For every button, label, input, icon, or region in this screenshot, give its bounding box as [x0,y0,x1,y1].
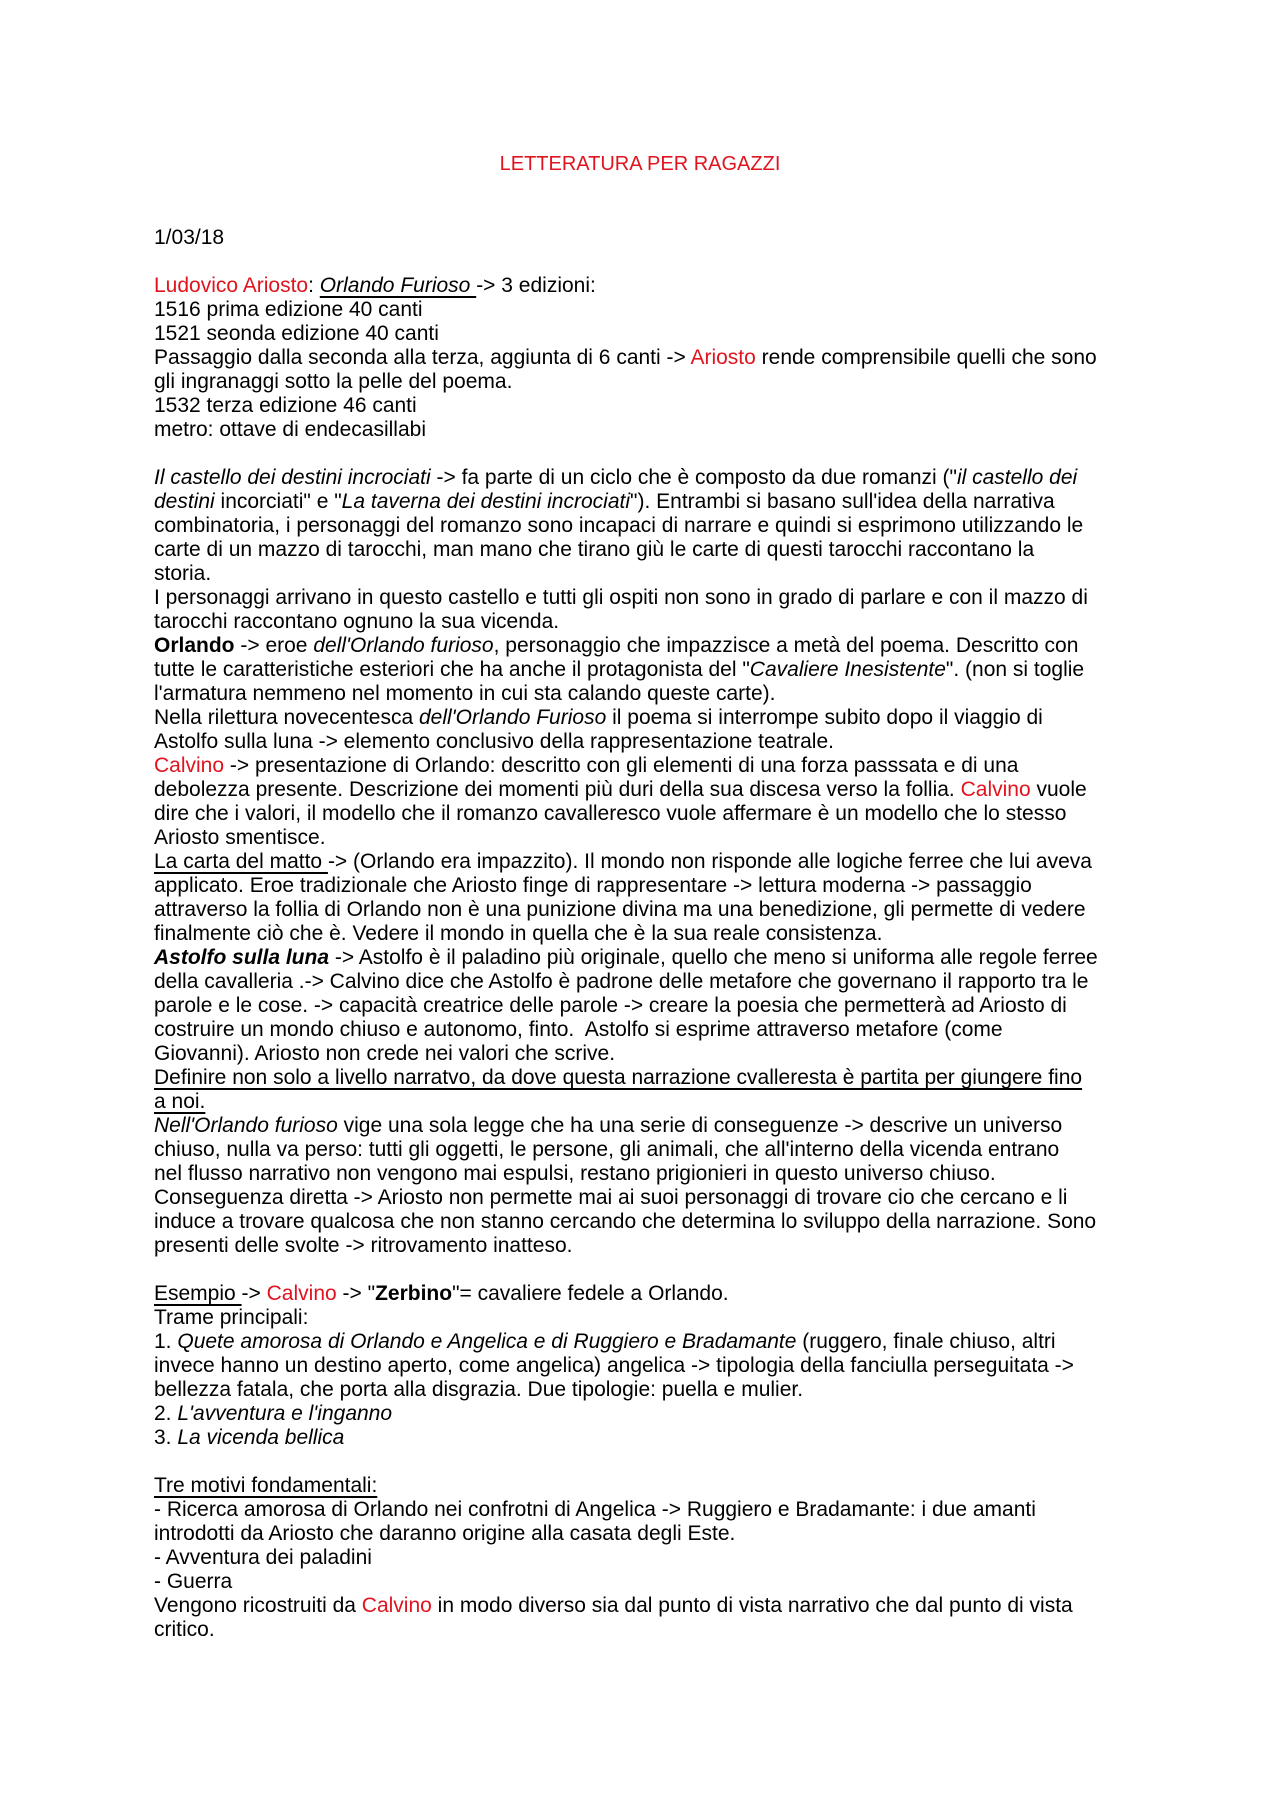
text-run: Trame principali: [154,1306,309,1329]
text-line [154,1114,1126,1138]
text-run: Vengono ricostruiti da [154,1594,362,1617]
paragraph-gap3 [154,1258,1126,1282]
text-run: (ruggero, finale chiuso, altri [796,1330,1056,1353]
text-run: destini [154,490,215,513]
text-run: storia. [154,562,212,585]
text-run: La vicenda bellica [177,1426,345,1449]
text-run: dire che i valori, il modello che il romanzo cavalleresco vuole affermare è un modello che lo stesso [154,802,1067,825]
text-line [154,1066,1126,1090]
text-line [154,1378,1126,1402]
highlighted-name: Calvino [154,754,225,777]
text-run: chiuso, nulla va perso: tutti gli oggetti, le persone, gli animali, che all'interno della vicenda entrano [154,1138,1060,1161]
highlighted-name: Ludovico Ariosto [154,274,309,297]
paragraph-gap1 [154,250,1126,274]
text-line [154,1474,1126,1498]
text-run: metro: ottave di endecasillabi [154,418,426,441]
text-run: -> Astolfo è il paladino più originale, quello che meno si uniforma alle regole ferree [329,946,1098,969]
text-run: vuole [1030,778,1087,801]
text-line [154,850,1126,874]
text-line [154,1234,1126,1258]
text-run: ". (non si toglie [945,658,1085,681]
text-line [154,226,1126,250]
text-line [154,802,1126,826]
text-run: Definire non solo a livello narratvo, da dove questa narrazione cvalleresta è partita per giungere fino [154,1066,1083,1089]
text-run: debolezza presente. Descrizione dei momenti più duri della sua discesa verso la follia. [154,778,961,801]
text-run: -> fa parte di un ciclo che è composto da due romanzi (" [430,466,957,489]
text-line [154,1522,1126,1546]
text-line [154,1546,1126,1570]
text-line [154,610,1126,634]
text-run: La carta del matto [154,850,328,873]
text-run: -> 3 edizioni: [476,274,596,297]
text-line [154,826,1126,850]
text-line [154,1354,1126,1378]
text-run: 1521 seonda edizione 40 canti [154,322,439,345]
text-line [154,1498,1126,1522]
text-run: induce a trovare qualcosa che non stanno cercando che determina lo sviluppo della narrazione. Sono [154,1210,1097,1233]
text-run: Astolfo sulla luna -> elemento conclusivo della rappresentazione teatrale. [154,730,834,753]
text-line [154,298,1126,322]
text-run: tutte le caratteristiche esteriori che ha anche il protagonista del " [154,658,750,681]
text-line [154,658,1126,682]
text-run: Cavaliere Inesistente [749,658,946,681]
text-run: Nella rilettura novecentesca [154,706,419,729]
text-run: , personaggio che impazzisce a metà del poema. Descritto con [493,634,1079,657]
text-line [154,754,1126,778]
text-line [154,1330,1126,1354]
text-line [154,274,1126,298]
text-line [154,874,1126,898]
text-run: critico. [154,1618,215,1641]
paragraph-motivi [154,1474,1126,1642]
text-line [154,1426,1126,1450]
text-run: bellezza fatala, che porta alla disgrazia. Due tipologie: puella e mulier. [154,1378,804,1401]
text-run: Giovanni). Ariosto non crede nei valori che scrive. [154,1042,616,1065]
text-run: "= cavaliere fedele a Orlando. [452,1282,729,1305]
text-line [154,946,1126,970]
text-run: L'avventura e l'inganno [177,1402,393,1425]
text-run: "). Entrambi si basano sull'idea della narrativa [630,490,1055,513]
text-line [154,1618,1126,1642]
text-run: -> presentazione di Orlando: descritto con gli elementi di una forza passsata e di una [224,754,1019,777]
text-run: 3. [154,1426,178,1449]
text-run: Orlando Furioso [319,274,477,297]
paragraph-ariosto [154,274,1126,442]
text-run: introdotti da Ariosto che daranno origine alla casata degli Este. [154,1522,736,1545]
highlighted-name: Calvino [361,1594,432,1617]
text-line [154,1402,1126,1426]
text-run: Passaggio dalla seconda alla terza, aggiunta di 6 canti -> [154,346,691,369]
text-line [154,490,1126,514]
text-line [154,370,1126,394]
text-line [154,346,1126,370]
highlighted-name: Ariosto [690,346,756,369]
text-line [154,1186,1126,1210]
text-run: Orlando [154,634,235,657]
text-line [154,1090,1126,1114]
text-run: - Guerra [154,1570,233,1593]
text-line [154,1594,1126,1618]
text-line [154,898,1126,922]
text-run: parole e le cose. -> capacità creatrice delle parole -> creare la poesia che permetterà ad Ariosto di [154,994,1067,1017]
text-line [154,538,1126,562]
text-line [154,514,1126,538]
text-run: Esempio [154,1282,242,1305]
text-line [154,706,1126,730]
document-title: LETTERATURA PER RAGAZZI [499,153,781,175]
text-line [154,466,1126,490]
text-run: nel flusso narrativo non vengono mai espulsi, restano prigionieri in questo universo chiuso. [154,1162,996,1185]
text-line [154,994,1126,1018]
text-run: Zerbino [375,1282,453,1305]
text-run: I personaggi arrivano in questo castello e tutti gli ospiti non sono in grado di parlare e con il mazzo di [154,586,1088,609]
text-run: 1. [154,1330,178,1353]
text-run: dell'Orlando furioso [313,634,494,657]
text-run: invece hanno un destino aperto, come angelica) angelica -> tipologia della fanciulla perseguitata -> [154,1354,1074,1377]
text-run: in modo diverso sia dal punto di vista narrativo che dal punto di vista [431,1594,1073,1617]
text-run: applicato. Eroe tradizionale che Ariosto finge di rappresentare -> lettura moderna -> passaggio [154,874,1032,897]
text-run: finalmente ciò che è. Vedere il mondo in quella che è la sua reale consistenza. [154,922,883,945]
text-run: tarocchi raccontano ognuno la sua vicenda. [154,610,560,633]
text-run: costruire un mondo chiuso e autonomo, finto. Astolfo si esprime attraverso metafore (come [154,1018,1003,1041]
text-line [154,634,1126,658]
text-line [154,730,1126,754]
text-run: presenti delle svolte -> ritrovamento inatteso. [154,1234,573,1257]
text-line [154,586,1126,610]
text-line [154,1138,1126,1162]
text-line [154,1282,1126,1306]
text-run: 2. [154,1402,178,1425]
text-run: gli ingranaggi sotto la pelle del poema. [154,370,513,393]
text-run: 1516 prima edizione 40 canti [154,298,423,321]
paragraph-date [154,226,1126,250]
text-run: Astolfo sulla luna [154,946,330,969]
text-run: l'armatura nemmeno nel momento in cui sta calando queste carte). [154,682,776,705]
text-run: Tre motivi fondamentali: [154,1474,378,1497]
text-line [154,682,1126,706]
text-run: Nell'Orlando furioso [154,1114,338,1137]
text-run: il castello dei [956,466,1078,489]
paragraph-esempio [154,1282,1126,1450]
text-run: attraverso la follia di Orlando non è una punizione divina ma una benedizione, gli permette di vedere [154,898,1086,921]
text-run: carte di un mazzo di tarocchi, man mano che tirano giù le carte di questi tarocchi raccontano la [154,538,1035,561]
text-run: dell'Orlando Furioso [418,706,607,729]
text-run: La taverna dei destini incrociati [341,490,631,513]
text-run: Ariosto smentisce. [154,826,326,849]
text-line [154,1042,1126,1066]
text-line [154,778,1126,802]
text-line [154,1306,1126,1330]
text-run: il poema si interrompe subito dopo il viaggio di [606,706,1043,729]
text-run: -> eroe [234,634,314,657]
paragraph-gap2 [154,442,1126,466]
text-line [154,322,1126,346]
text-run: incorciati" e " [214,490,342,513]
text-run: 1/03/18 [154,226,225,249]
text-line [154,922,1126,946]
document-body [154,226,1126,1642]
text-run: combinatoria, i personaggi del romanzo sono incapaci di narrare e quindi si esprimono utilizzando le [154,514,1084,537]
text-run: rende comprensibile quelli che sono [755,346,1097,369]
text-run: - Avventura dei paladini [154,1546,372,1569]
text-line [154,1210,1126,1234]
text-line [154,970,1126,994]
highlighted-name: Calvino [266,1282,337,1305]
text-line [154,1162,1126,1186]
text-run: -> (Orlando era impazzito). Il mondo non risponde alle logiche ferree che lui aveva [327,850,1092,873]
text-run: della cavalleria .-> Calvino dice che Astolfo è padrone delle metafore che governano il rapporto tra le [154,970,1089,993]
text-run: -> [241,1282,267,1305]
text-run: -> " [336,1282,376,1305]
text-run: a noi. [154,1090,206,1113]
text-run: - Ricerca amorosa di Orlando nei confrotni di Angelica -> Ruggiero e Bradamante: i due amanti [154,1498,1036,1521]
text-run: vige una sola legge che ha una serie di conseguenze -> descrive un universo [337,1114,1063,1137]
text-run: Quete amorosa di Orlando e Angelica e di Ruggiero e Bradamante [177,1330,797,1353]
text-line [154,562,1126,586]
paragraph-castello [154,466,1126,1258]
text-line [154,1018,1126,1042]
text-run: Conseguenza diretta -> Ariosto non permette mai ai suoi personaggi di trovare cio che cercano e li [154,1186,1068,1209]
text-line [154,418,1126,442]
text-run: 1532 terza edizione 46 canti [154,394,417,417]
text-run: Il castello dei destini incrociati [154,466,431,489]
text-line [154,1570,1126,1594]
text-line [154,394,1126,418]
highlighted-name: Calvino [960,778,1031,801]
paragraph-gap4 [154,1450,1126,1474]
text-run: : [308,274,320,297]
